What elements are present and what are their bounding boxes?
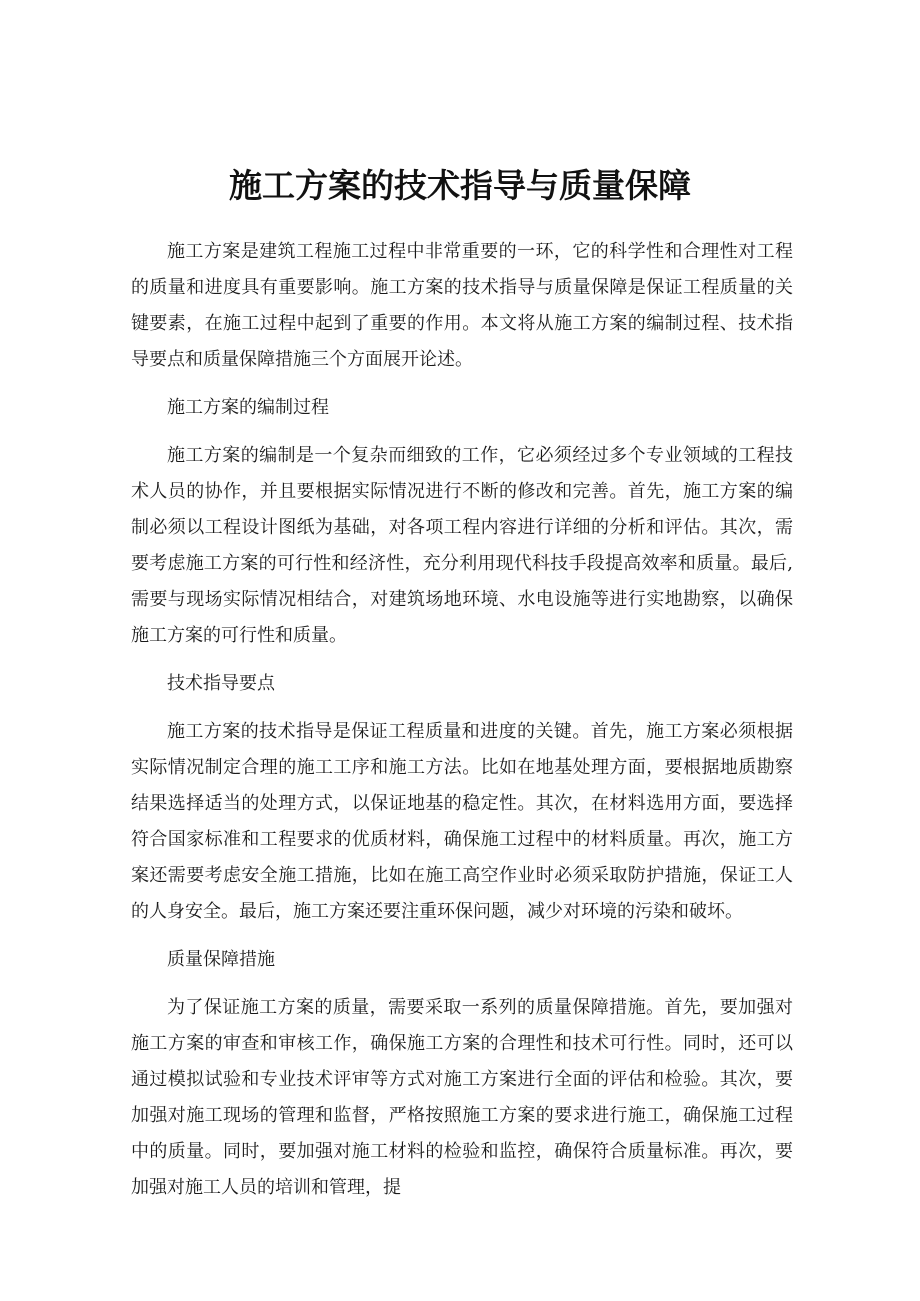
quality-paragraph: 为了保证施工方案的质量，需要采取一系列的质量保障措施。首先，要加强对施工方案的审查和审核工作，确保施工方案的合理性和技术可行性。同时，还可以通过模拟试验和专业技术评审等方式对施工方案进行全面的评估和检验。其次，要加强对施工现场的管理和监督，严格按照施工方案的要求进行施工，确保施工过程中的质量。同时，要加强对施工材料的检验和监控，确保符合质量标准。再次，要加强对施工人员的培训和管理，提 [131,997,793,1198]
technical-paragraph: 施工方案的技术指导是保证工程质量和进度的关键。首先，施工方案必须根据实际情况制定合理的施工工序和施工方法。比如在地基处理方面，要根据地质勘察结果选择适当的处理方式，以保证地基的稳定性。其次，在材料选用方面，要选择符合国家标准和工程要求的优质材料，确保施工过程中的材料质量。再次，施工方案还需要考虑安全施工措施，比如在施工高空作业时必须采取防护措施，保证工人的人身安全。最后，施工方案还要注重环保问题，减少对环境的污染和破坏。 [131,721,793,922]
section-heading-quality: 质量保障措施 [167,949,275,970]
compilation-paragraph: 施工方案的编制是一个复杂而细致的工作，它必须经过多个专业领域的工程技术人员的协作，并且要根据实际情况进行不断的修改和完善。首先，施工方案的编制必须以工程设计图纸为基础，对各项工程内容进行详细的分析和评估。其次，需要考虑施工方案的可行性和经济性，充分利用现代科技手段提高效率和质量。最后,需要与现场实际情况相结合，对建筑场地环境、水电设施等进行实地勘察，以确保施工方案的可行性和质量。 [131,445,793,646]
section-heading-compilation: 施工方案的编制过程 [167,397,329,418]
document-body [131,234,793,1218]
section-heading-technical: 技术指导要点 [167,673,275,694]
intro-paragraph: 施工方案是建筑工程施工过程中非常重要的一环，它的科学性和合理性对工程的质量和进度具有重要影响。施工方案的技术指导与质量保障是保证工程质量的关键要素，在施工过程中起到了重要的作用。本文将从施工方案的编制过程、技术指导要点和质量保障措施三个方面展开论述。 [131,241,793,370]
document-title: 施工方案的技术指导与质量保障 [229,166,691,205]
